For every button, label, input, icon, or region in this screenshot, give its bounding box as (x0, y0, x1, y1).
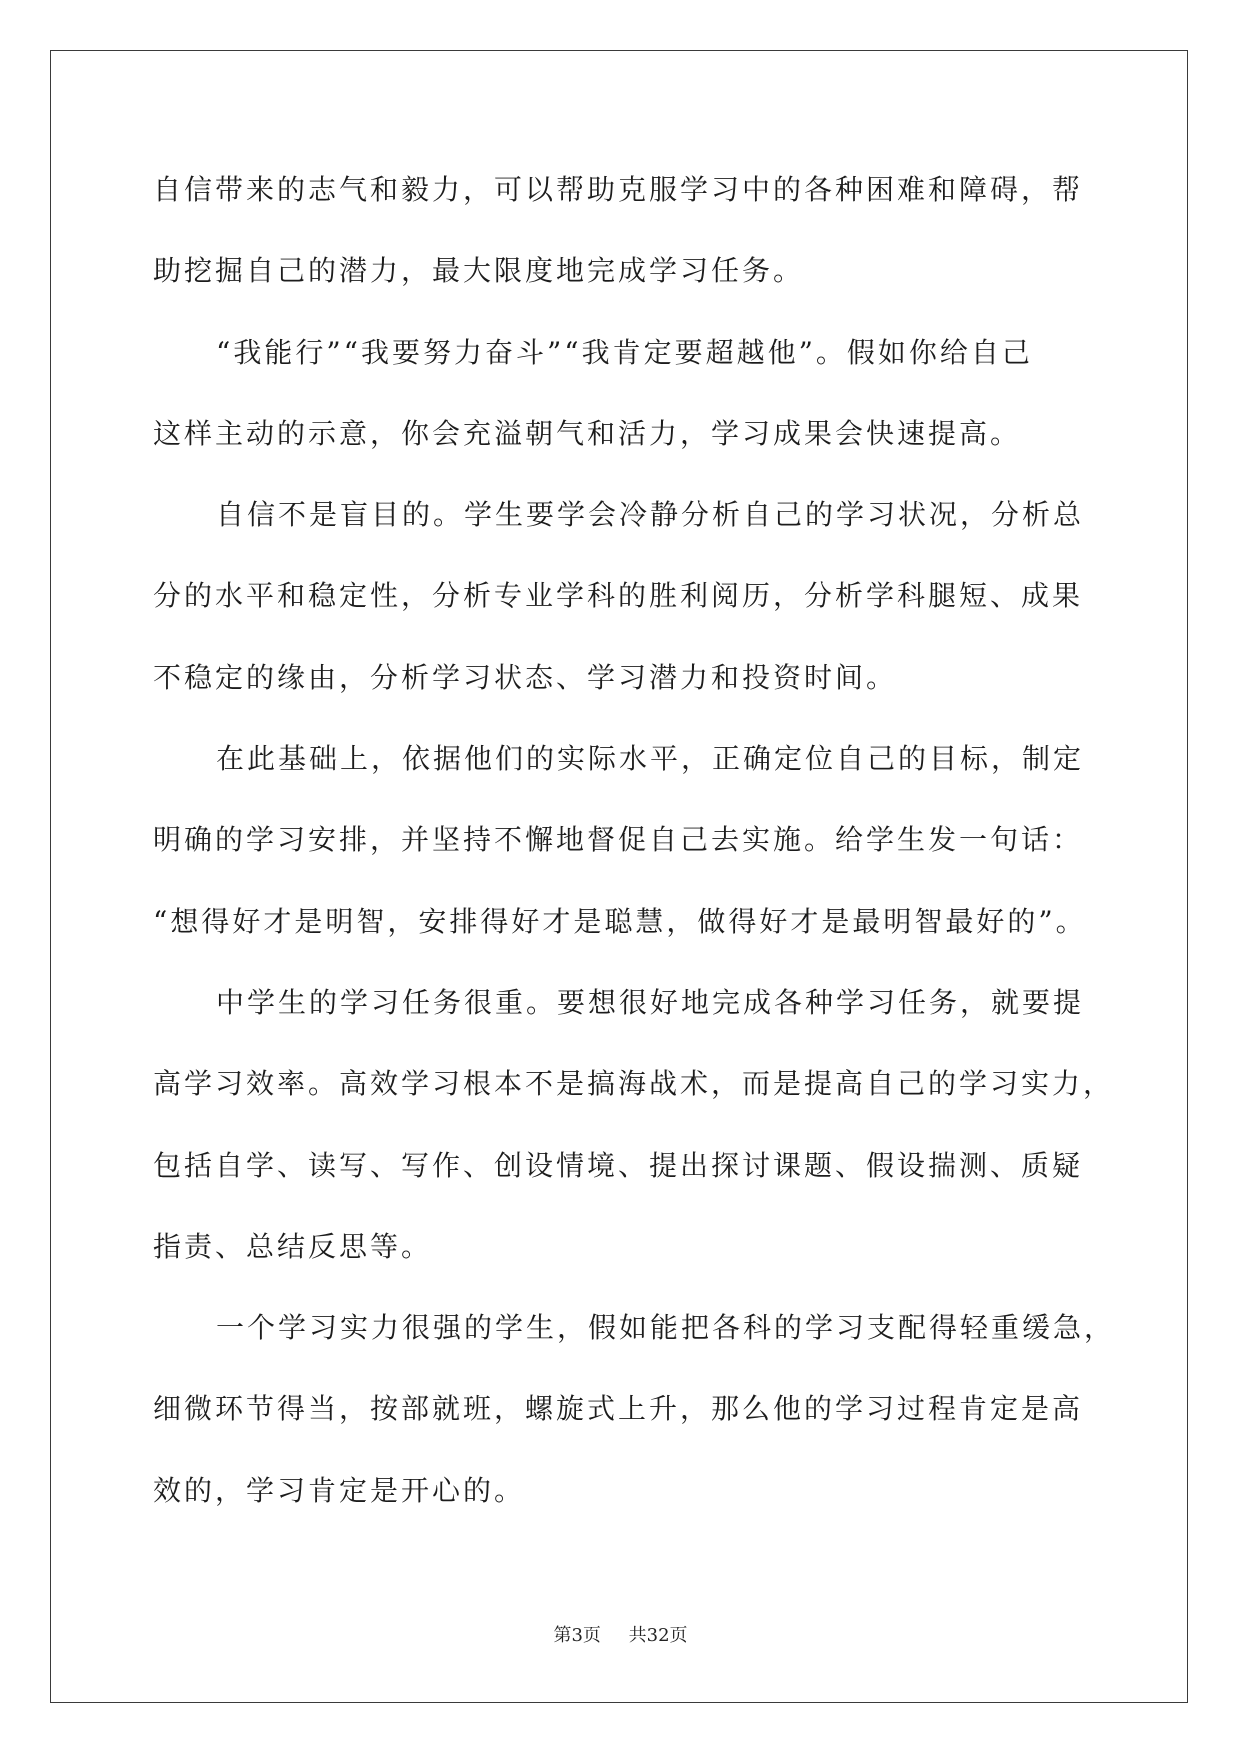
text-line: 助挖掘自己的潜力，最大限度地完成学习任务。 (153, 254, 805, 288)
text-line: 细微环节得当，按部就班，螺旋式上升，那么他的学习过程肯定是高 (153, 1392, 1084, 1426)
text-line: 一个学习实力很强的学生，假如能把各科的学习支配得轻重缓急， (216, 1311, 1116, 1345)
paragraph (153, 1287, 1153, 1531)
text-line: 不稳定的缘由，分析学习状态、学习潜力和投资时间。 (153, 660, 898, 694)
paragraph (153, 962, 1153, 1287)
body-text (153, 149, 1153, 1531)
text-line: 自信带来的志气和毅力，可以帮助克服学习中的各种困难和障碍，帮 (153, 173, 1084, 206)
page-number: 第3页 (553, 1625, 601, 1646)
text-line: 分的水平和稳定性，分析专业学科的胜利阅历，分析学科腿短、成果 (153, 579, 1084, 613)
text-line: 高学习效率。高效学习根本不是搞海战术，而是提高自己的学习实力， (153, 1067, 1115, 1101)
text-line: 中学生的学习任务很重。要想很好地完成各种学习任务，就要提 (216, 985, 1085, 1019)
text-line: 这样主动的示意，你会充溢朝气和活力，学习成果会快速提高。 (153, 416, 1022, 450)
paragraph (153, 718, 1153, 962)
paragraph (153, 474, 1153, 718)
page-footer (0, 1622, 1241, 1650)
text-line: “想得好才是明智，安排得好才是聪慧，做得好才是最明智最好的”。 (153, 904, 1087, 938)
page-total: 共32页 (628, 1625, 688, 1646)
paragraph (153, 149, 1153, 312)
paragraph (153, 312, 1153, 475)
text-line: 在此基础上，依据他们的实际水平，正确定位自己的目标，制定 (216, 742, 1085, 776)
text-line: 自信不是盲目的。学生要学会冷静分析自己的学习状况，分析总 (216, 498, 1085, 532)
text-line: 包括自学、读写、写作、创设情境、提出探讨课题、假设揣测、质疑 (153, 1148, 1084, 1182)
text-line: 指责、总结反思等。 (153, 1229, 433, 1263)
text-line: 明确的学习安排，并坚持不懈地督促自己去实施。给学生发一句话： (153, 823, 1084, 857)
text-line: “我能行”“我要努力奋斗”“我肯定要超越他”。假如你给自己 (216, 335, 1033, 369)
text-line: 效的，学习肯定是开心的。 (153, 1473, 526, 1507)
